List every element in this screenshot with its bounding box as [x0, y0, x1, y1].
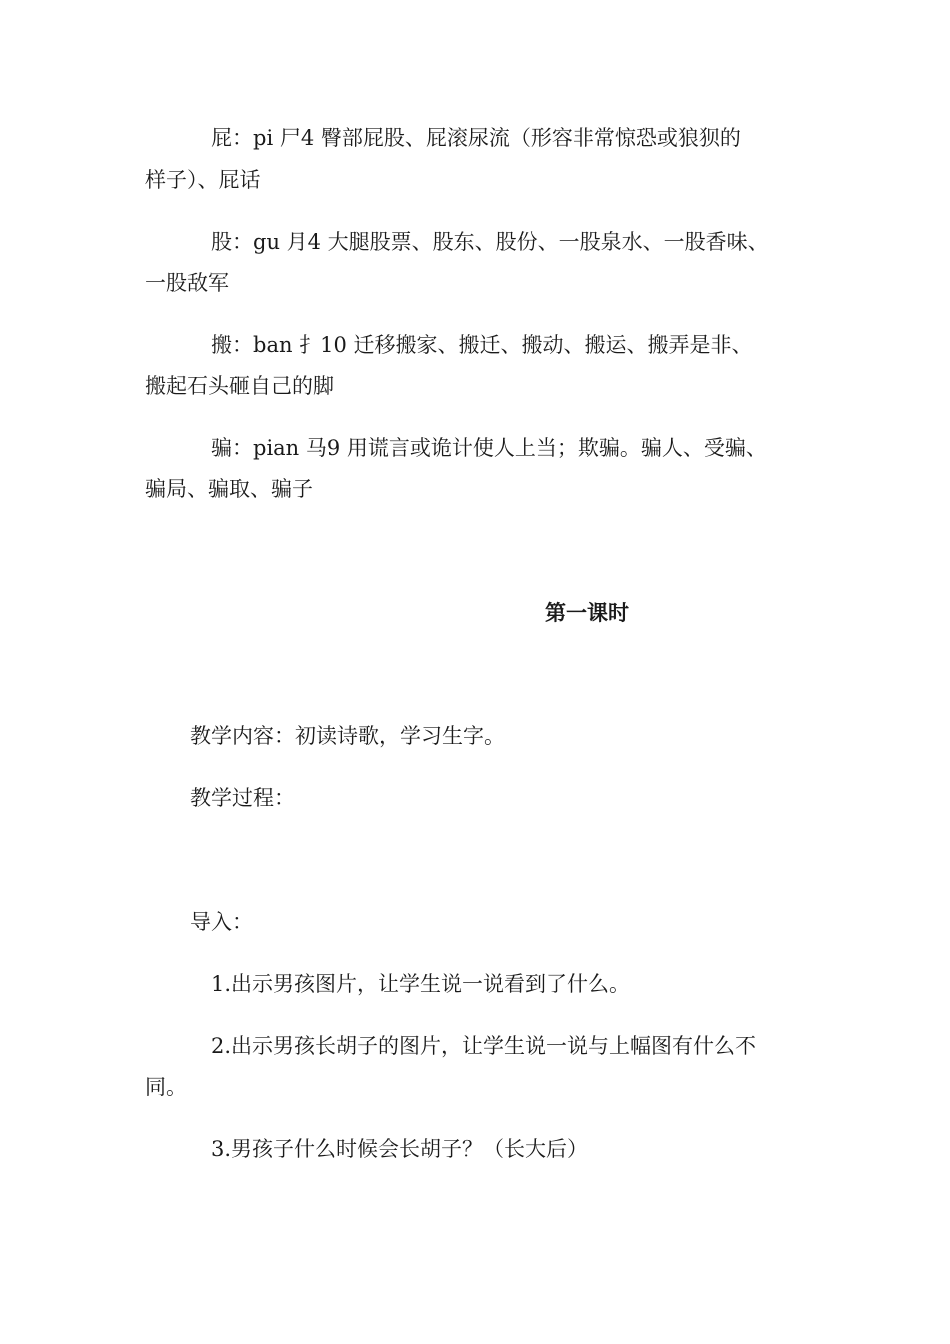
section-heading: 第一课时 — [545, 601, 629, 625]
vocab-entry-ban-line1: 搬：ban 扌10 迁移搬家、搬迁、搬动、搬运、搬弄是非、 — [211, 333, 753, 357]
vocab-entry-pian-line1: 骗：pian 马9 用谎言或诡计使人上当；欺骗。骗人、受骗、 — [211, 436, 767, 460]
intro-label: 导入： — [190, 910, 253, 934]
vocab-entry-gu-line1: 股：gu 月4 大腿股票、股东、股份、一股泉水、一股香味、 — [211, 230, 769, 254]
vocab-entry-ban-line2: 搬起石头砸自己的脚 — [145, 374, 334, 398]
step-1: 1.出示男孩图片，让学生说一说看到了什么。 — [211, 972, 631, 996]
step-2-line1: 2.出示男孩长胡子的图片，让学生说一说与上幅图有什么不 — [211, 1034, 757, 1058]
teaching-content: 教学内容：初读诗歌，学习生字。 — [190, 724, 505, 748]
vocab-entry-gu-line2: 一股敌军 — [145, 271, 229, 295]
vocab-entry-pi-line2: 样子）、屁话 — [145, 168, 261, 192]
teaching-process-label: 教学过程： — [190, 786, 295, 810]
step-2-line2: 同。 — [145, 1075, 187, 1099]
vocab-entry-pian-line2: 骗局、骗取、骗子 — [145, 477, 313, 501]
step-3: 3.男孩子什么时候会长胡子？（长大后） — [211, 1137, 589, 1161]
vocab-entry-pi-line1: 屁：pi 尸4 臀部屁股、屁滚尿流（形容非常惊恐或狼狈的 — [211, 126, 741, 150]
